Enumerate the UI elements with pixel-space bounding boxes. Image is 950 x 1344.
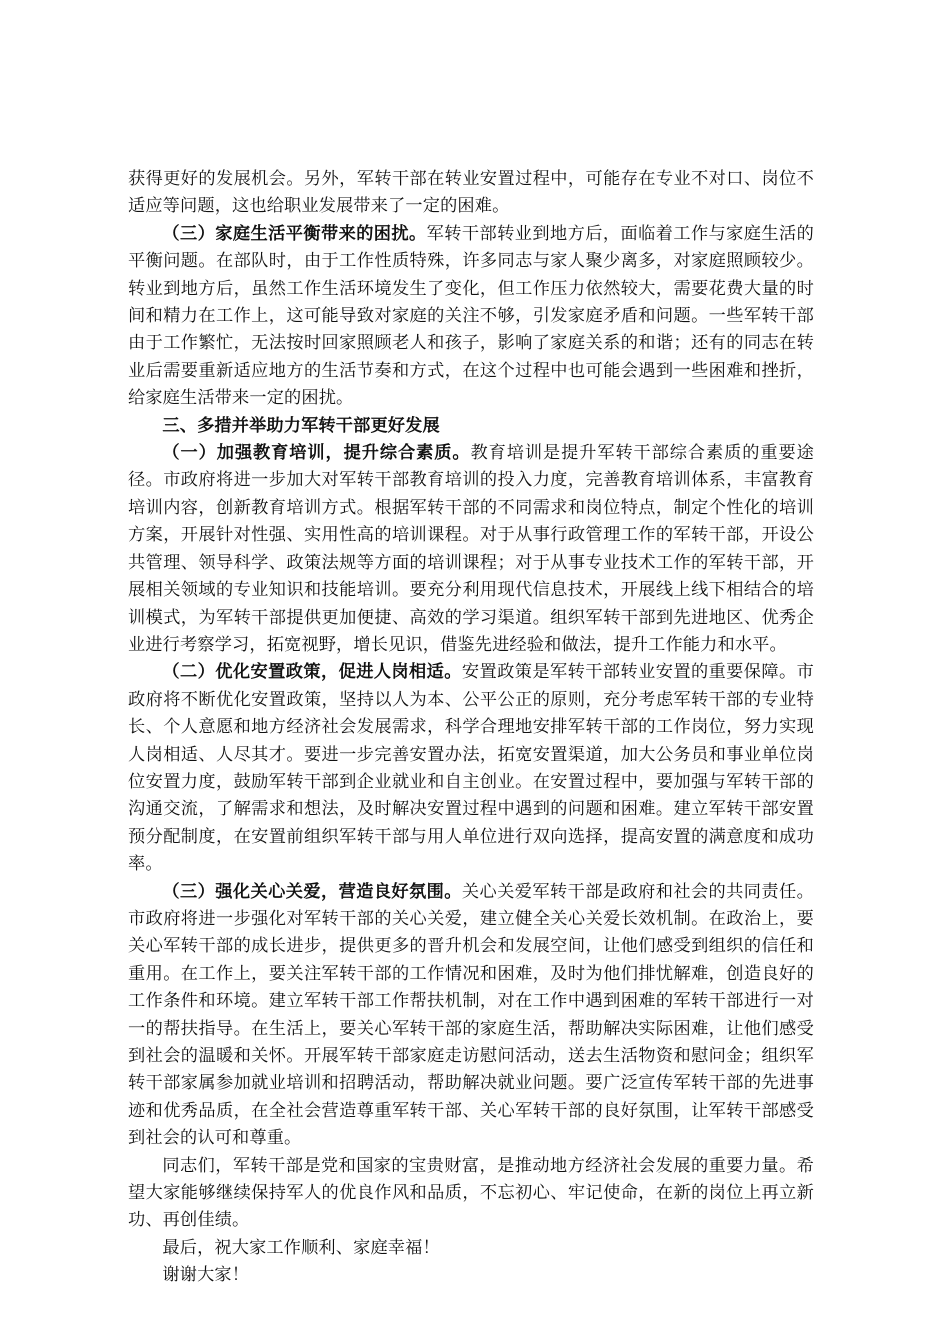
placement-policy-body: 安置政策是军转干部转业安置的重要保障。市政府将不断优化安置政策，坚持以人为本、公平公正的原则，充分考虑军转干部的专业特长、个人意愿和地方经济社会发展需求，科学合理地安排军转干部的工作岗位，努力实现人岗相适、人尽其才。要进一步完善安置办法，拓宽安置渠道，加大公务员和事业单位岗位安置力度，鼓励军转干部到企业就业和自主创业。在安置过程中，要加强与军转干部的沟通交流，了解需求和想法，及时解决安置过程中遇到的问题和困难。建立军转干部安置预分配制度，在安置前组织军转干部与用人单位进行双向选择，提高安置的满意度和成功率。	[128, 662, 814, 875]
family-balance-body: 军转干部转业到地方后，面临着工作与家庭生活的平衡问题。在部队时，由于工作性质特殊，许多同志与家人聚少离多，对家庭照顾较少。转业到地方后，虽然工作生活环境发生了变化，但工作压力依然较大，需要花费大量的时间和精力在工作上，这可能导致对家庭的关注不够，引发家庭矛盾和问题。一些军转干部由于工作繁忙，无法按时回家照顾老人和孩子，影响了家庭关系的和谐；还有的同志在转业后需要重新适应地方的生活节奏和方式，在这个过程中也可能会遇到一些困难和挫折，给家庭生活带来一定的困扰。	[128, 223, 814, 409]
wishes-line: 最后，祝大家工作顺利、家庭幸福！	[162, 1237, 440, 1258]
closing-paragraph: 同志们，军转干部是党和国家的宝贵财富，是推动地方经济社会发展的重要力量。希望大家能够继续保持军人的优良作风和品质，不忘初心、牢记使命，在新的岗位上再立新功、再创佳绩。	[128, 1155, 814, 1231]
opening-paragraph: 获得更好的发展机会。另外，军转干部在转业安置过程中，可能存在专业不对口、岗位不适应等问题，这也给职业发展带来了一定的困难。	[128, 169, 814, 217]
education-training-body: 教育培训是提升军转干部综合素质的重要途径。市政府将进一步加大对军转干部教育培训的投入力度，完善教育培训体系，丰富教育培训内容，创新教育培训方式。根据军转干部的不同需求和岗位特点，制定个性化的培训方案，开展针对性强、实用性高的培训课程。对于从事行政管理工作的军转干部，开设公共管理、领导科学、政策法规等方面的培训课程；对于从事专业技术工作的军转干部，开展相关领域的专业知识和技能培训。要充分利用现代信息技术，开展线上线下相结合的培训模式，为军转干部提供更加便捷、高效的学习渠道。组织军转干部到先进地区、优秀企业进行考察学习，拓宽视野，增长见识，借鉴先进经验和做法，提升工作能力和水平。	[128, 443, 814, 655]
section-heading: 三、多措并举助力军转干部更好发展	[162, 415, 440, 436]
placement-policy-lead: （二）优化安置政策，促进人岗相适。	[162, 662, 462, 683]
document-page	[128, 166, 814, 1290]
thanks-line: 谢谢大家！	[162, 1265, 250, 1286]
family-balance-lead: （三）家庭生活平衡带来的困扰。	[162, 223, 427, 244]
family-balance-paragraph	[128, 221, 814, 413]
placement-policy-paragraph	[128, 659, 814, 878]
care-support-body: 关心关爱军转干部是政府和社会的共同责任。市政府将进一步强化对军转干部的关心关爱，建立健全关心关爱长效机制。在政治上，要关心军转干部的成长进步，提供更多的晋升机会和发展空间，让他们感受到组织的信任和重用。在工作上，要关注军转干部的工作情况和困难，及时为他们排忧解难，创造良好的工作条件和环境。建立军转干部工作帮扶机制，对在工作中遇到困难的军转干部进行一对一的帮扶指导。在生活上，要关心军转干部的家庭生活，帮助解决实际困难，让他们感受到社会的温暖和关怀。开展军转干部家庭走访慰问活动，送去生活物资和慰问金；组织军转干部家属参加就业培训和招聘活动，帮助解决就业问题。要广泛宣传军转干部的先进事迹和优秀品质，在全社会营造尊重军转干部、关心军转干部的良好氛围，让军转干部感受到社会的认可和尊重。	[128, 881, 814, 1149]
care-support-lead: （三）强化关心关爱，营造良好氛围。	[162, 881, 462, 902]
education-training-paragraph	[128, 440, 814, 659]
education-training-lead: （一）加强教育培训，提升综合素质。	[162, 443, 471, 464]
care-support-paragraph	[128, 879, 814, 1153]
